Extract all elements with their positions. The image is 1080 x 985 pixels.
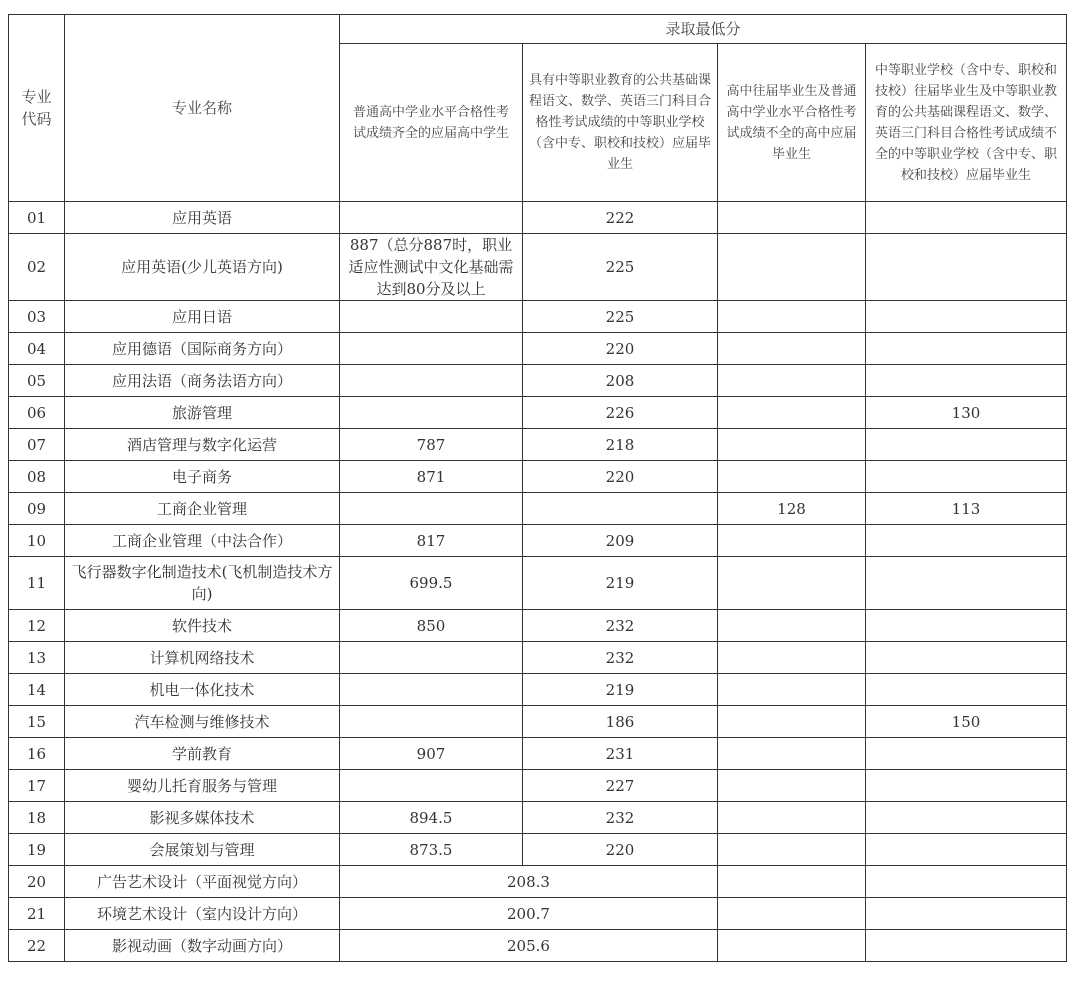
major-code: 04: [9, 333, 65, 365]
table-row: [9, 429, 1067, 461]
major-code: 07: [9, 429, 65, 461]
score-previous-highschool: [718, 461, 866, 493]
table-row: [9, 674, 1067, 706]
score-vocational-previous: [866, 610, 1067, 642]
header-name: 专业名称: [65, 15, 340, 202]
score-general-highschool: [340, 333, 523, 365]
table-row: [9, 706, 1067, 738]
major-code: 21: [9, 898, 65, 930]
score-vocational-previous: 150: [866, 706, 1067, 738]
score-previous-highschool: 128: [718, 493, 866, 525]
score-general-highschool: 817: [340, 525, 523, 557]
score-previous-highschool: [718, 365, 866, 397]
major-code: 09: [9, 493, 65, 525]
score-previous-highschool: [718, 234, 866, 301]
score-general-highschool: [340, 674, 523, 706]
header-row-1: [9, 15, 1067, 44]
table-row: [9, 525, 1067, 557]
header-col-vocational-previous: 中等职业学校（含中专、职校和技校）往届毕业生及中等职业教育的公共基础课程语文、数学、英语三门科目合格性考试成绩不全的中等职业学校（含中专、职校和技校）应届毕业生: [866, 44, 1067, 202]
score-general-highschool: [340, 706, 523, 738]
major-name: 环境艺术设计（室内设计方向）: [65, 898, 340, 930]
score-vocational-previous: [866, 429, 1067, 461]
score-vocational-graduates: 225: [523, 301, 718, 333]
major-code: 06: [9, 397, 65, 429]
score-previous-highschool: [718, 674, 866, 706]
major-name: 旅游管理: [65, 397, 340, 429]
score-vocational-previous: [866, 642, 1067, 674]
score-general-highschool: 907: [340, 738, 523, 770]
score-vocational-graduates: 219: [523, 557, 718, 610]
score-general-highschool: [340, 397, 523, 429]
score-vocational-previous: [866, 301, 1067, 333]
major-code: 12: [9, 610, 65, 642]
score-previous-highschool: [718, 301, 866, 333]
score-vocational-graduates: 232: [523, 610, 718, 642]
score-vocational-graduates: 232: [523, 642, 718, 674]
major-name: 会展策划与管理: [65, 834, 340, 866]
major-code: 15: [9, 706, 65, 738]
score-vocational-previous: [866, 834, 1067, 866]
major-name: 软件技术: [65, 610, 340, 642]
score-previous-highschool: [718, 866, 866, 898]
score-vocational-graduates: 220: [523, 461, 718, 493]
admission-score-table: [8, 14, 1067, 962]
score-general-highschool: [340, 301, 523, 333]
major-name: 影视多媒体技术: [65, 802, 340, 834]
table-row: [9, 770, 1067, 802]
score-vocational-previous: [866, 738, 1067, 770]
table-body: [9, 15, 1067, 962]
score-vocational-graduates: 218: [523, 429, 718, 461]
major-name: 工商企业管理（中法合作）: [65, 525, 340, 557]
major-name: 应用英语(少儿英语方向): [65, 234, 340, 301]
major-name: 酒店管理与数字化运营: [65, 429, 340, 461]
major-name: 汽车检测与维修技术: [65, 706, 340, 738]
score-general-highschool: 699.5: [340, 557, 523, 610]
score-vocational-previous: [866, 898, 1067, 930]
table-row: [9, 738, 1067, 770]
score-vocational-graduates: 232: [523, 802, 718, 834]
table-row: [9, 834, 1067, 866]
major-name: 计算机网络技术: [65, 642, 340, 674]
score-vocational-graduates: 219: [523, 674, 718, 706]
score-vocational-previous: [866, 802, 1067, 834]
score-previous-highschool: [718, 557, 866, 610]
major-code: 18: [9, 802, 65, 834]
score-general-highschool: [340, 365, 523, 397]
score-vocational-graduates: 220: [523, 834, 718, 866]
score-previous-highschool: [718, 610, 866, 642]
table-row: [9, 301, 1067, 333]
major-code: 02: [9, 234, 65, 301]
major-code: 19: [9, 834, 65, 866]
score-vocational-previous: [866, 674, 1067, 706]
major-code: 14: [9, 674, 65, 706]
score-previous-highschool: [718, 429, 866, 461]
score-vocational-previous: [866, 202, 1067, 234]
score-vocational-graduates: [523, 493, 718, 525]
table-row: [9, 557, 1067, 610]
major-name: 应用法语（商务法语方向）: [65, 365, 340, 397]
score-general-highschool: [340, 202, 523, 234]
score-vocational-previous: [866, 866, 1067, 898]
major-name: 飞行器数字化制造技术(飞机制造技术方向): [65, 557, 340, 610]
score-general-highschool: [340, 770, 523, 802]
score-vocational-previous: [866, 461, 1067, 493]
table-row: [9, 234, 1067, 301]
table-row: [9, 802, 1067, 834]
major-name: 广告艺术设计（平面视觉方向）: [65, 866, 340, 898]
score-vocational-previous: [866, 525, 1067, 557]
score-vocational-previous: [866, 234, 1067, 301]
score-general-highschool: 850: [340, 610, 523, 642]
score-vocational-previous: 113: [866, 493, 1067, 525]
table-row: [9, 202, 1067, 234]
table-row: [9, 898, 1067, 930]
score-vocational-previous: [866, 333, 1067, 365]
score-vocational-graduates: 227: [523, 770, 718, 802]
score-previous-highschool: [718, 802, 866, 834]
major-code: 11: [9, 557, 65, 610]
score-previous-highschool: [718, 706, 866, 738]
score-previous-highschool: [718, 834, 866, 866]
score-vocational-graduates: 209: [523, 525, 718, 557]
score-previous-highschool: [718, 898, 866, 930]
score-vocational-graduates: 225: [523, 234, 718, 301]
major-name: 电子商务: [65, 461, 340, 493]
score-previous-highschool: [718, 525, 866, 557]
major-name: 工商企业管理: [65, 493, 340, 525]
table-row: [9, 493, 1067, 525]
major-code: 08: [9, 461, 65, 493]
table-row: [9, 610, 1067, 642]
table-row: [9, 866, 1067, 898]
header-col-previous-highschool: 高中往届毕业生及普通高中学业水平合格性考试成绩不全的高中应届毕业生: [718, 44, 866, 202]
score-previous-highschool: [718, 930, 866, 962]
score-previous-highschool: [718, 770, 866, 802]
major-code: 16: [9, 738, 65, 770]
table-row: [9, 333, 1067, 365]
major-name: 应用日语: [65, 301, 340, 333]
major-code: 05: [9, 365, 65, 397]
score-vocational-previous: [866, 557, 1067, 610]
score-vocational-graduates: 208: [523, 365, 718, 397]
score-vocational-previous: [866, 930, 1067, 962]
score-vocational-graduates: 220: [523, 333, 718, 365]
major-name: 应用德语（国际商务方向）: [65, 333, 340, 365]
major-name: 影视动画（数字动画方向）: [65, 930, 340, 962]
score-general-highschool: [340, 642, 523, 674]
score-merged: 205.6: [340, 930, 718, 962]
major-name: 应用英语: [65, 202, 340, 234]
score-previous-highschool: [718, 738, 866, 770]
score-previous-highschool: [718, 642, 866, 674]
score-previous-highschool: [718, 333, 866, 365]
table-row: [9, 397, 1067, 429]
table-row: [9, 461, 1067, 493]
score-general-highschool: 787: [340, 429, 523, 461]
major-code: 17: [9, 770, 65, 802]
header-min-score-group: 录取最低分: [340, 15, 1067, 44]
major-code: 01: [9, 202, 65, 234]
score-general-highschool: 887（总分887时，职业适应性测试中文化基础需达到80分及以上: [340, 234, 523, 301]
major-code: 03: [9, 301, 65, 333]
header-col-vocational-graduates: 具有中等职业教育的公共基础课程语文、数学、英语三门科目合格性考试成绩的中等职业学校（含中专、职校和技校）应届毕业生: [523, 44, 718, 202]
score-previous-highschool: [718, 202, 866, 234]
major-code: 10: [9, 525, 65, 557]
header-col-general-highschool: 普通高中学业水平合格性考试成绩齐全的应届高中学生: [340, 44, 523, 202]
table-row: [9, 365, 1067, 397]
header-code: 专业代码: [9, 15, 65, 202]
score-vocational-graduates: 226: [523, 397, 718, 429]
table-row: [9, 930, 1067, 962]
major-code: 22: [9, 930, 65, 962]
major-name: 机电一体化技术: [65, 674, 340, 706]
score-merged: 208.3: [340, 866, 718, 898]
major-code: 13: [9, 642, 65, 674]
score-vocational-previous: 130: [866, 397, 1067, 429]
score-general-highschool: 894.5: [340, 802, 523, 834]
score-previous-highschool: [718, 397, 866, 429]
score-general-highschool: 871: [340, 461, 523, 493]
major-name: 婴幼儿托育服务与管理: [65, 770, 340, 802]
score-vocational-previous: [866, 365, 1067, 397]
score-vocational-previous: [866, 770, 1067, 802]
table-row: [9, 642, 1067, 674]
score-vocational-graduates: 231: [523, 738, 718, 770]
score-vocational-graduates: 222: [523, 202, 718, 234]
major-name: 学前教育: [65, 738, 340, 770]
score-vocational-graduates: 186: [523, 706, 718, 738]
score-merged: 200.7: [340, 898, 718, 930]
score-general-highschool: [340, 493, 523, 525]
major-code: 20: [9, 866, 65, 898]
score-general-highschool: 873.5: [340, 834, 523, 866]
